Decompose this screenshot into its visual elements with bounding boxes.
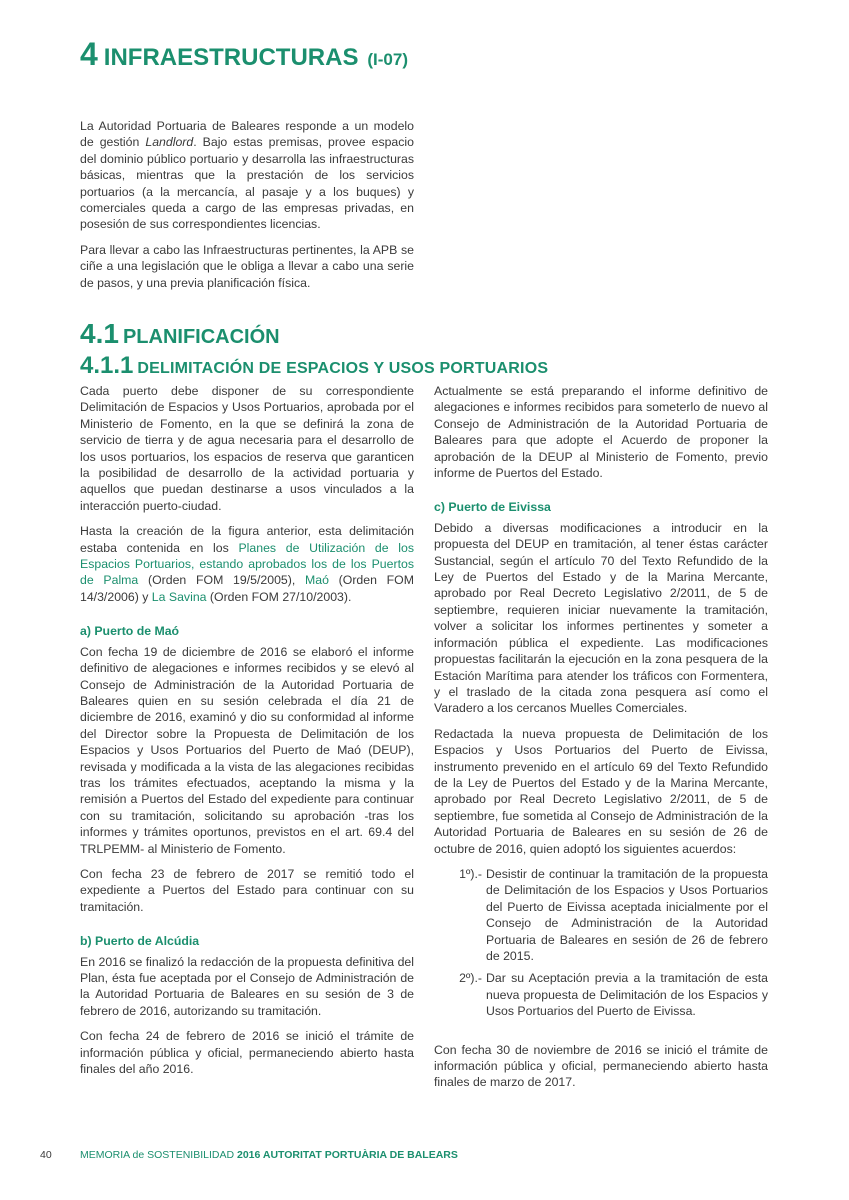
- section-title: INFRAESTRUCTURAS: [103, 44, 359, 71]
- planes-link[interactable]: Planes de Utilización de los Espacios Portuarios, estando aprobados los de los Puertos de Palma: [80, 540, 414, 588]
- page-footer: [40, 1149, 458, 1161]
- right-column: [434, 383, 768, 1100]
- intro-emphasis: Landlord: [145, 135, 194, 150]
- paragraph: Debido a diversas modificaciones a introducir en la propuesta del DEUP en tramitación, al tener éstas carácter Sustancial, según el artículo 70 del Texto Refundido de la Ley de Puertos del Estado y de la Marina Mercante, aprobado por Real Decreto Legislativo 2/2011, de 5 de septiembre, requieren iniciar nuevamente la tramitación, volver a solicitar los informes pertinentes y someter a información pública el expediente. Las modificaciones propuestas facilitarán la ejecución en la zona pesquera de la Estación Marítima para atender los tráficos con Formentera, y el traslado de la citada zona pesquera así como el Varadero a los cercanos Muelles Comerciales.: [434, 520, 768, 716]
- paragraph: Redactada la nueva propuesta de Delimitación de los Espacios y Usos Portuarios del Puerto de Eivissa, instrumento prevenido en el artículo 69 del Texto Refundido de la Ley de Puertos del Estado y de la Marina Mercante, aprobado por Real Decreto Legislativo 2/2011, de 5 de septiembre, fue sometida al Consejo de Administración de la Autoridad Portuaria de Baleares en su sesión de 26 de octubre de 2016, quien adoptó los siguientes acuerdos:: [434, 726, 768, 856]
- subsubsection-heading: [80, 352, 548, 380]
- intro-paragraph: Para llevar a cabo las Infraestructuras pertinentes, la APB se ciñe a una legislación que le obliga a llevar a cabo una serie de pasos, y una previa planificación física.: [80, 242, 414, 290]
- mao-link[interactable]: Maó: [305, 573, 329, 588]
- text-run: (Orden FOM 19/5/2005),: [138, 573, 305, 588]
- text-run: (Orden FOM 27/10/2003).: [206, 589, 352, 604]
- subsection-heading: [80, 318, 280, 350]
- subheading-eivissa: c) Puerto de Eivissa: [434, 500, 551, 515]
- subheading-mao: a) Puerto de Maó: [80, 624, 180, 639]
- section-number: 4: [80, 36, 98, 72]
- intro-text-run: . Bajo estas premisas, provee espacio del dominio público portuario y desarrolla las infraestructuras básicas, mientras que la prestación de los servicios portuarios (a la mercancía, al pasaje y a los buques) y comerciales queda a cargo de las empresas privadas, en posesión de sus correspondientes licencias.: [80, 135, 414, 232]
- footer-publisher: 2016 AUTORITAT PORTUÀRIA DE BALEARS: [234, 1149, 458, 1161]
- intro-text: [80, 118, 414, 300]
- footer-sostenibilidad: SOSTENIBILIDAD: [147, 1149, 235, 1161]
- left-column: [80, 383, 414, 1086]
- page-number: 40: [40, 1149, 52, 1161]
- paragraph: En 2016 se finalizó la redacción de la propuesta definitiva del Plan, ésta fue aceptada por el Consejo de Administración de la Autoridad Portuaria de Baleares en su sesión de 3 de febrero de 2016, autorizando su tramitación.: [80, 954, 414, 1018]
- subsection-title: PLANIFICACIÓN: [122, 326, 280, 348]
- subsection-number: 4.1: [80, 318, 119, 349]
- text-run: (Orden FOM 14/3/2006) y: [80, 573, 414, 604]
- intro-text-run: La Autoridad Portuaria de Baleares responde a un modelo de gestión: [80, 119, 414, 150]
- text-run: Hasta la creación de la figura anterior, esta delimitación estaba contenida en los: [80, 524, 414, 555]
- section-heading: [80, 36, 408, 73]
- list-text: Desistir de continuar la tramitación de la propuesta de Delimitación de los Espacios y Usos Portuarios del Puerto de Eivissa aceptada inicialmente por el Consejo de Administración de la Autoridad Portuaria de Baleares en sesión de 26 de febrero de 2015.: [486, 866, 768, 963]
- intro-paragraph: [80, 118, 414, 233]
- paragraph: Con fecha 19 de diciembre de 2016 se elaboró el informe definitivo de alegaciones e informes recibidos y se elevó al Consejo de Administración de la Autoridad Portuaria de Baleares quien en su sesión celebrada el día 21 de diciembre de 2016, examinó y dio su conformidad al informe del Director sobre la Propuesta de Delimitación de los Espacios y Usos Portuarios del Puerto de Maó (DEUP), revisada y modificada a la vista de las alegaciones recibidas tras los trámites efectuados, aceptando la misma y la remisión a Puertos del Estado del expediente para continuar con su tramitación, solicitando su aprobación -tras los informes y trámites oportunos, previstos en el art. 69.4 del TRLPEMM- al Ministerio de Fomento.: [80, 644, 414, 856]
- subheading-alcudia: b) Puerto de Alcúdia: [80, 934, 200, 949]
- subsubsection-number: 4.1.1: [80, 352, 134, 379]
- footer-memoria: MEMORIA: [80, 1149, 130, 1161]
- paragraph: Con fecha 30 de noviembre de 2016 se inició el trámite de información pública y oficial, permaneciendo abierto hasta finales de marzo de 2017.: [434, 1042, 768, 1090]
- la-savina-link[interactable]: La Savina: [151, 589, 207, 604]
- section-code: (I-07): [367, 50, 408, 69]
- list-item: [434, 970, 768, 1019]
- list-item: [434, 866, 768, 964]
- paragraph: Actualmente se está preparando el informe definitivo de alegaciones e informes recibidos para someterlo de nuevo al Consejo de Administración de la Autoridad Portuaria de Baleares para que adopte el Acuerdo de proponer la aprobación de la DEUP al Ministerio de Fomento, previo informe de Puertos del Estado.: [434, 384, 768, 481]
- paragraph: Con fecha 23 de febrero de 2017 se remitió todo el expediente a Puertos del Estado para continuar con su tramitación.: [80, 866, 414, 914]
- footer-de: de: [129, 1149, 148, 1161]
- paragraph: Cada puerto debe disponer de su correspondiente Delimitación de Espacios y Usos Portuarios, aprobada por el Ministerio de Fomento, en la que se definirá la zona de servicio de tierra y de agua necesaria para el desarrollo de los usos portuarios, los espacios de reserva que garanticen la posibilidad de desarrollo de la actividad portuaria y aquellos que puedan destinarse a usos vinculados a la interacción puerto-ciudad.: [80, 384, 414, 513]
- paragraph: Con fecha 24 de febrero de 2016 se inició el trámite de información pública y oficial, permaneciendo abierto hasta finales del año 2016.: [80, 1029, 414, 1077]
- list-marker: 2º).-: [459, 971, 482, 986]
- list-text: Dar su Aceptación previa a la tramitación de esta nueva propuesta de Delimitación de los Espacios y Usos Portuarios del Puerto de Eivissa.: [486, 971, 768, 1019]
- list-marker: 1º).-: [459, 866, 482, 881]
- subsubsection-title: DELIMITACIÓN DE ESPACIOS Y USOS PORTUARIOS: [137, 360, 549, 377]
- paragraph: [80, 523, 414, 605]
